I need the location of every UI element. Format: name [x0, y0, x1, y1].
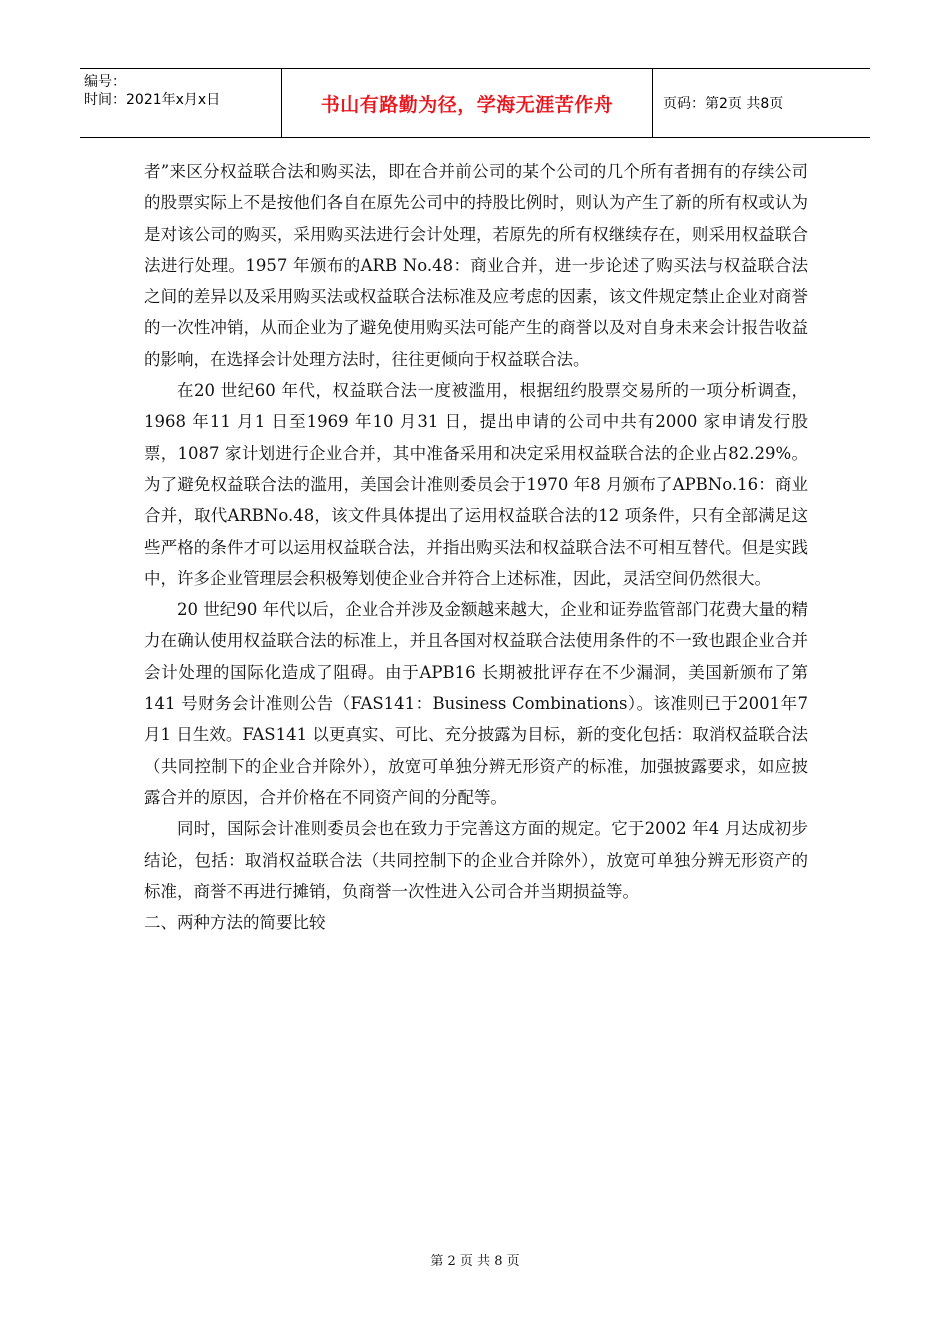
- paragraph: 在20 世纪60 年代，权益联合法一度被滥用，根据纽约股票交易所的一项分析调查，1968 年11 月1 日至1969 年10 月31 日，提出申请的公司中共有2000 家申请发行股票，1087 家计划进行企业合并，其中准备采用和决定采用权益联合法的企业占82.29%。为了避免权益联合法的滥用，美国会计准则委员会于1970 年8 月颁布了APBNo.16：商业合并，取代ARBNo.48，该文件具体提出了运用权益联合法的12 项条件，只有全部满足这些严格的条件才可以运用权益联合法，并指出购买法和权益联合法不可相互替代。但是实践中，许多企业管理层会积极筹划使企业合并符合上述标准，因此，灵活空间仍然很大。: [144, 381, 808, 588]
- header-page-number: 页码：第2页 共8页: [663, 96, 784, 112]
- paragraph: 者”来区分权益联合法和购买法，即在合并前公司的某个公司的几个所有者拥有的存续公司的股票实际上不是按他们各自在原先公司中的持股比例时，则认为产生了新的所有权或认为是对该公司的购买，采用购买法进行会计处理，若原先的所有权继续存在，则采用权益联合法进行处理。1957 年颁布的ARB No.48：商业合并，进一步论述了购买法与权益联合法之间的差异以及采用购买法或权益联合法标准及应考虑的因素，该文件规定禁止企业对商誉的一次性冲销，从而企业为了避免使用购买法可能产生的商誉以及对自身未来会计报告收益的影响，在选择会计处理方法时，往往更倾向于权益联合法。: [144, 162, 808, 369]
- body-text: [144, 156, 808, 938]
- section-heading: 二、两种方法的简要比较: [144, 913, 326, 933]
- header-meta: [80, 69, 282, 137]
- time-label: 时间：2021年x月x日: [84, 92, 221, 108]
- code-label: 编号：: [84, 74, 126, 90]
- header-motto: 书山有路勤为径，学海无涯苦作舟: [282, 69, 653, 137]
- paragraph: 同时，国际会计准则委员会也在致力于完善这方面的规定。它于2002 年4 月达成初步结论，包括：取消权益联合法（共同控制下的企业合并除外），放宽可单独分辨无形资产的标准，商誉不再进行摊销，负商誉一次性进入公司合并当期损益等。: [144, 819, 808, 901]
- paragraph: 20 世纪90 年代以后，企业合并涉及金额越来越大，企业和证券监管部门花费大量的精力在确认使用权益联合法的标准上，并且各国对权益联合法使用条件的不一致也跟企业合并会计处理的国际化造成了阻碍。由于APB16 长期被批评存在不少漏洞，美国新颁布了第141 号财务会计准则公告（FAS141：Business Combinations）。该准则已于2001年7 月1 日生效。FAS141 以更真实、可比、充分披露为目标，新的变化包括：取消权益联合法（共同控制下的企业合并除外），放宽可单独分辨无形资产的标准，加强披露要求，如应披露合并的原因，合并价格在不同资产间的分配等。: [144, 600, 808, 807]
- page-footer: 第 2 页 共 8 页: [430, 1254, 520, 1269]
- page-header: [80, 68, 870, 138]
